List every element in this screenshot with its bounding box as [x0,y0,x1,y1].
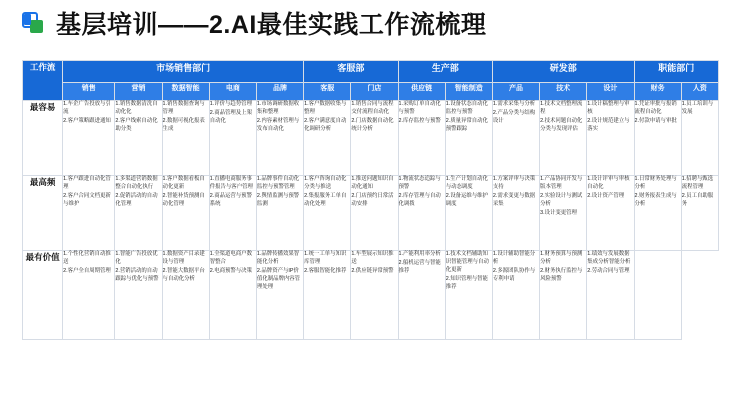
matrix-cell [398,251,445,340]
cell-item: 2.设备运维与维护调度 [445,193,488,207]
dept-header: 职能部门 [634,61,719,83]
logo-squares-icon [22,12,44,34]
header-row-departments [23,61,719,83]
matrix-cell [587,101,634,176]
matrix-cell [540,101,587,176]
title-bar [0,0,739,42]
cell-item: 2.付款申请与审批 [634,118,677,125]
cell-item: 2.技术问题自动化分类与发现评估 [540,118,583,132]
matrix-cell [162,101,209,176]
cell-item: 2.商品运营与预警系统 [209,193,252,207]
cell-item: 2.需求变更与数据采集 [492,193,536,207]
matrix-cell [162,176,209,251]
matrix-cell [492,101,539,176]
cell-item: 2.客户线索自动化助分类 [115,118,158,132]
subdept-header: 智能制造 [445,83,492,101]
cell-item: 1.客户数据收集与整理 [304,101,347,115]
dept-header: 生产部 [398,61,492,83]
subdept-header: 销售 [63,83,115,101]
matrix-cell [540,251,587,340]
matrix-cell [304,101,351,176]
matrix-cell [398,176,445,251]
cell-item: 2.数据可视化报表生成 [162,118,205,132]
cell-item: 2.内容素材管理与发布自动化 [256,118,300,132]
cell-item: 1.绩效与发展数据集成分析智能分析 [587,251,631,265]
cell-item: 1.招聘与甄选流程管理 [681,176,714,190]
matrix-cell [634,101,681,176]
matrix-cell [681,176,718,251]
cell-item: 2.客户合同文档更新与维护 [63,193,111,207]
matrix-cell [351,176,398,251]
cell-item: 2.财务执行监控与风险预警 [540,268,583,282]
table-row [23,101,719,176]
matrix [22,60,719,340]
subdept-header: 供应链 [398,83,445,101]
subdept-header: 营销 [115,83,162,101]
cell-item: 2.质量异常自动化预警跟踪 [445,118,488,132]
cell-item: 2.库存监控与预警 [398,118,441,125]
cell-item: 1.个性化营销自动推送 [63,251,111,265]
matrix-cell [209,251,256,340]
matrix-cell [63,101,115,176]
cell-item: 1.技术文档整理流程 [540,101,583,115]
row-label: 最高频 [23,176,63,251]
cell-item: 1.需求采集与分析 [492,101,536,107]
matrix-cell [162,251,209,340]
cell-item: 2.供应链异常预警 [351,268,394,275]
cell-item: 1.直播电商服务事件报告与客户管理 [209,176,253,190]
cell-item: 2.电商预警与决策 [209,268,252,275]
cell-item: 1.凭证审批与报销流程自动化 [634,101,677,115]
cell-item: 1.品牌事件自动化监控与预警管理 [256,176,300,190]
cell-item: 1.产品协同开发与版本管理 [540,176,583,190]
cell-item: 2.实验设计与测试分析 [540,193,583,207]
cell-item: 1.全渠道电商户数智整合 [209,251,252,265]
cell-item: 3.设计变更管理 [540,210,577,217]
cell-item: 1.统一工单与知识库管理 [304,251,347,265]
cell-item: 1.多渠道营销数据整合自动化执行 [115,176,158,190]
dept-header: 研发部 [492,61,634,83]
matrix-cell [398,101,445,176]
matrix-cell [587,251,634,340]
cell-item: 2.门店数据自动化统计分析 [351,118,394,132]
row-label: 最有价值 [23,251,63,340]
subdept-header: 客服 [304,83,351,101]
cell-item: 1.设备状态自动化监控与预警 [445,101,488,115]
cell-item: 1.日常财务处理与分析 [634,176,677,190]
cell-item: 1.物流状态追踪与预警 [398,176,441,190]
cell-item: 1.采购订单自动化与预警 [398,101,441,115]
cell-item: 1.财务预算与预测分析 [540,251,583,265]
cell-item: 2.设计规范建立与落实 [587,118,630,132]
cell-item: 1.设计稿整理与审核 [587,101,630,115]
cell-item: 2.财务报表生成与分析 [634,193,677,207]
cell-item: 1.设计评审与审核自动化 [587,176,630,190]
matrix-cell [445,176,492,251]
cell-item: 2.智能补货预测自动化管理 [162,193,205,207]
cell-item: 2.库存管理与自动化调拨 [398,193,441,207]
subdept-header: 数据智能 [162,83,209,101]
cell-item: 1.数据资产目录建设与管理 [162,251,205,265]
cell-item: 2.客服智能化推荐 [304,268,347,275]
cell-item: 1.方案评审与决策支持 [492,176,536,190]
cell-item: 1.车企广告投放与引流 [63,101,111,115]
cell-item: 1.产能利用率分析 [398,251,441,257]
subdept-header: 人资 [681,83,718,101]
matrix-cell [304,176,351,251]
cell-item: 1.员工培训与发展 [681,101,714,115]
cell-item: 2.营销活动的自动跟踪与优化与预警 [115,268,159,282]
cell-item: 1.品牌传播效果智能化分析 [256,251,300,265]
matrix-cell [445,101,492,176]
matrix-cell [256,101,303,176]
dept-header: 市场销售部门 [63,61,304,83]
matrix-cell [115,251,162,340]
matrix-cell [492,176,539,251]
table-row [23,176,719,251]
matrix-cell [63,251,115,340]
matrix-cell [115,176,162,251]
cell-item: 2.促销活动的自动化管理 [115,193,158,207]
cell-item: 1.销售数据查询与管理 [162,101,205,115]
matrix-cell [540,176,587,251]
cell-item: 2.智能大数据平台与自动化分析 [162,268,205,282]
cell-item: 2.多源团队协作与专利申请 [492,268,536,282]
matrix-cell [209,176,256,251]
header-row-subdepartments [23,83,719,101]
matrix-cell [115,101,162,176]
cell-item: 1.客户咨询自动化分类与推送 [304,176,347,190]
cell-item: 2.舆情监测与预警监测 [256,193,300,207]
subdept-header: 技术 [540,83,587,101]
cell-item: 1.技术文档辅助知识智能管理与自动化更新 [445,251,489,273]
cell-item: 2.品牌资产与IP价值化制品牌内容管理处理 [256,268,301,290]
cell-item: 2.知识管理与智能推荐 [445,275,488,290]
matrix-cell [351,251,398,340]
subdept-header: 设计 [587,83,634,101]
matrix-cell [681,101,718,176]
workflow-matrix-table [22,60,719,340]
cell-item: 2.商品管理及上架自动化 [209,110,252,125]
cell-item: 1.车型展示知识推送 [351,251,394,265]
matrix-cell [445,251,492,340]
cell-item: 1.销售合同与流程交付流程自动化 [351,101,394,115]
cell-item: 2.客户全自周期管理 [63,268,111,275]
cell-item: 2.产品分类与结构设计 [492,110,536,125]
corner-label: 工作流 [23,61,63,101]
cell-item: 1.市场调研数据收集和整理 [256,101,300,115]
matrix-cell [63,176,115,251]
row-label: 最容易 [23,101,63,176]
subdept-header: 财务 [634,83,681,101]
cell-item: 2.员工自助服务 [681,193,714,207]
cell-item: 1.客户跟进自动化管理 [63,176,111,190]
matrix-cell [634,251,681,340]
matrix-cell [587,176,634,251]
cell-item: 2.集报服务工单自动化处理 [304,193,347,207]
subdept-header: 电商 [209,83,256,101]
page-title: 基层培训——2.AI最佳实践工作流梳理 [56,11,487,39]
cell-item: 2.客户策略跟进通知 [63,118,111,125]
cell-item: 2.门店预约日常活动安排 [351,193,394,207]
cell-item: 2.船机运营与智能推荐 [398,260,441,275]
cell-item: 2.劳动合同与管理 [587,268,630,275]
subdept-header: 门店 [351,83,398,101]
dept-header: 客服部 [304,61,398,83]
subdept-header: 产品 [492,83,539,101]
matrix-cell [351,101,398,176]
cell-item: 2.客户满意度自动化调研分析 [304,118,347,132]
cell-item: 2.设计资产管理 [587,193,625,200]
cell-item: 1.设计辅助智能分析 [492,251,536,265]
cell-item: 1.客户数据看板自动化更新 [162,176,205,190]
matrix-cell [634,176,681,251]
matrix-cell [256,176,303,251]
matrix-cell [492,251,539,340]
cell-item: 1.评价与趋势管理 [209,101,252,107]
matrix-cell [209,101,256,176]
matrix-cell [304,251,351,340]
matrix-cell [256,251,303,340]
cell-item: 1.智能广告投放优化 [115,251,158,265]
table-row [23,251,719,340]
cell-item: 1.销售数据清洗自动化化 [115,101,158,115]
cell-item: 1.推送问题知识自动化通知 [351,176,394,190]
cell-item: 1.生产计划自动化与动态调度 [445,176,488,190]
subdept-header: 品牌 [256,83,303,101]
